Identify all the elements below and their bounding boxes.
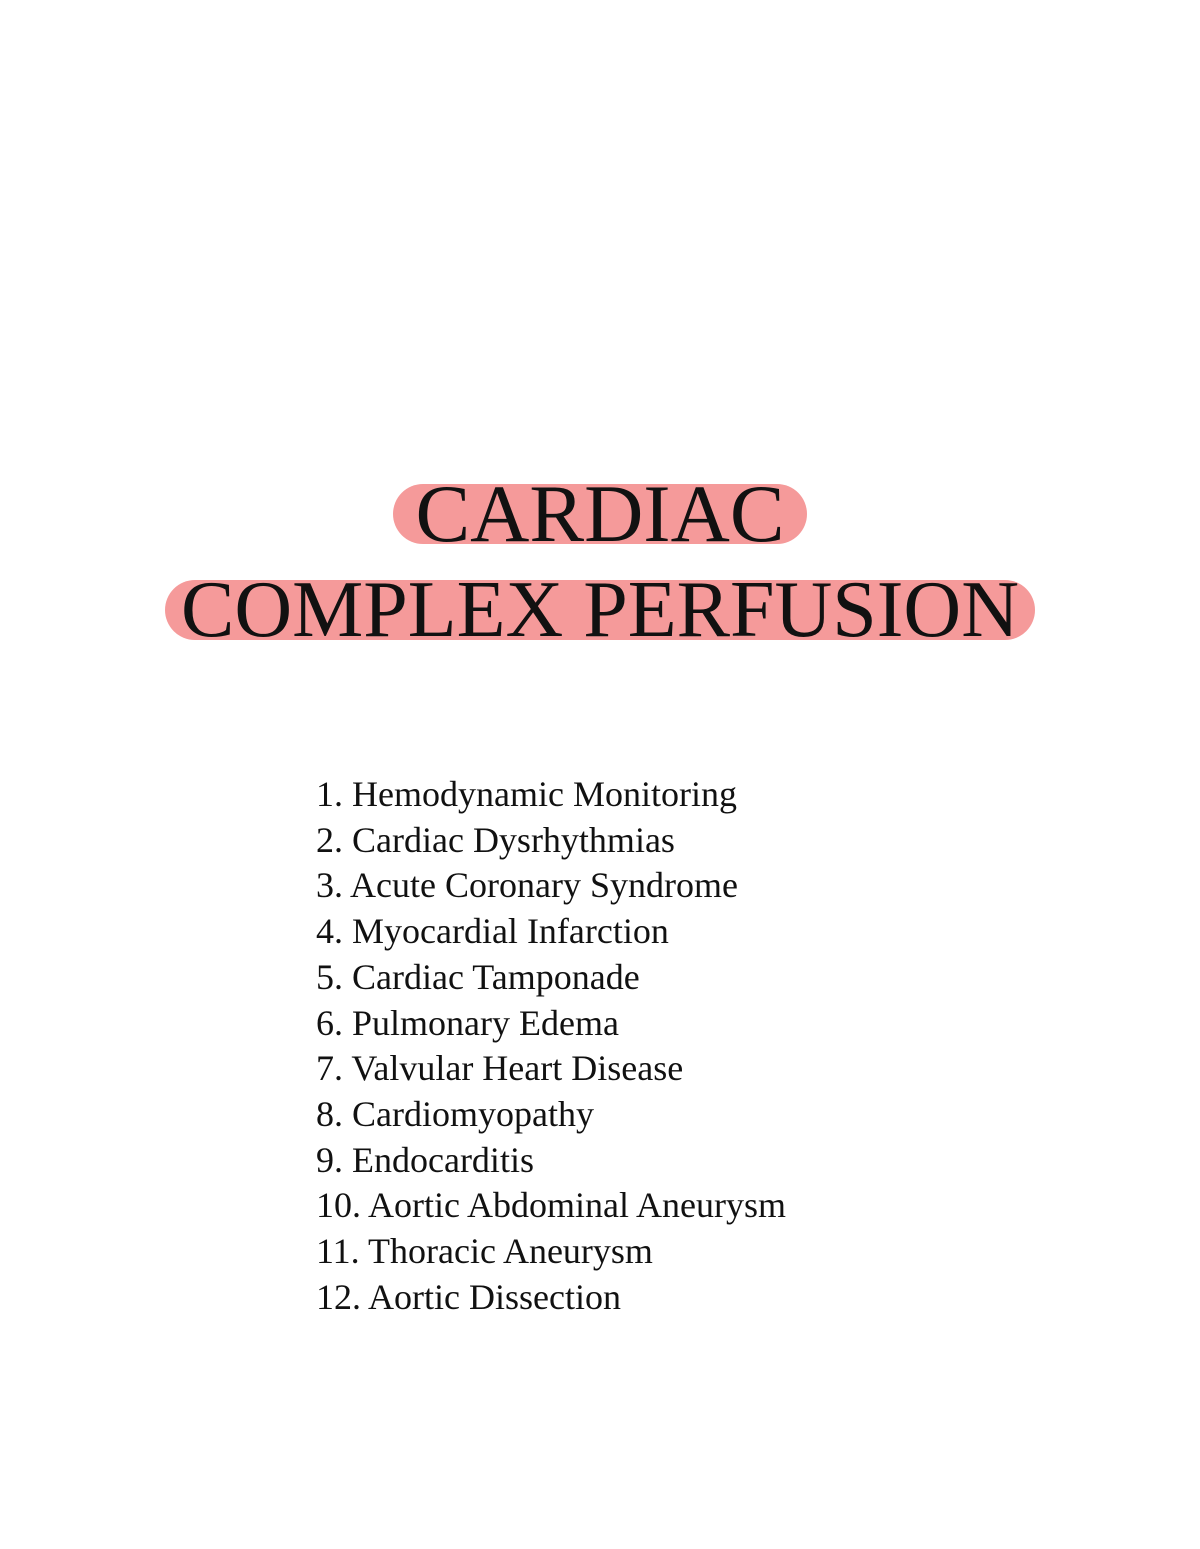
list-item: 12. Aortic Dissection (316, 1276, 621, 1317)
list-item: 1. Hemodynamic Monitoring (316, 774, 737, 814)
title-highlight-complex-perfusion: COMPLEX PERFUSION (165, 580, 1035, 640)
list-item: 7. Valvular Heart Disease (316, 1048, 684, 1089)
title-line-1 (0, 468, 1200, 559)
list-item: 10. Aortic Abdominal Aneurysm (316, 1185, 786, 1226)
list-item: 3. Acute Coronary Syndrome (316, 865, 738, 906)
topic-list (316, 772, 786, 1320)
list-item: 2. Cardiac Dysrhythmias (316, 819, 675, 860)
list-item: 6. Pulmonary Edema (316, 1002, 619, 1043)
list-item: 9. Endocarditis (316, 1139, 534, 1180)
list-item: 8. Cardiomyopathy (316, 1093, 594, 1134)
list-item: 5. Cardiac Tamponade (316, 956, 640, 997)
title-line-2 (0, 566, 1200, 654)
title-highlight-cardiac: CARDIAC (393, 484, 806, 544)
list-item: 11. Thoracic Aneurysm (316, 1231, 653, 1272)
list-item: 4. Myocardial Infarction (316, 911, 669, 952)
